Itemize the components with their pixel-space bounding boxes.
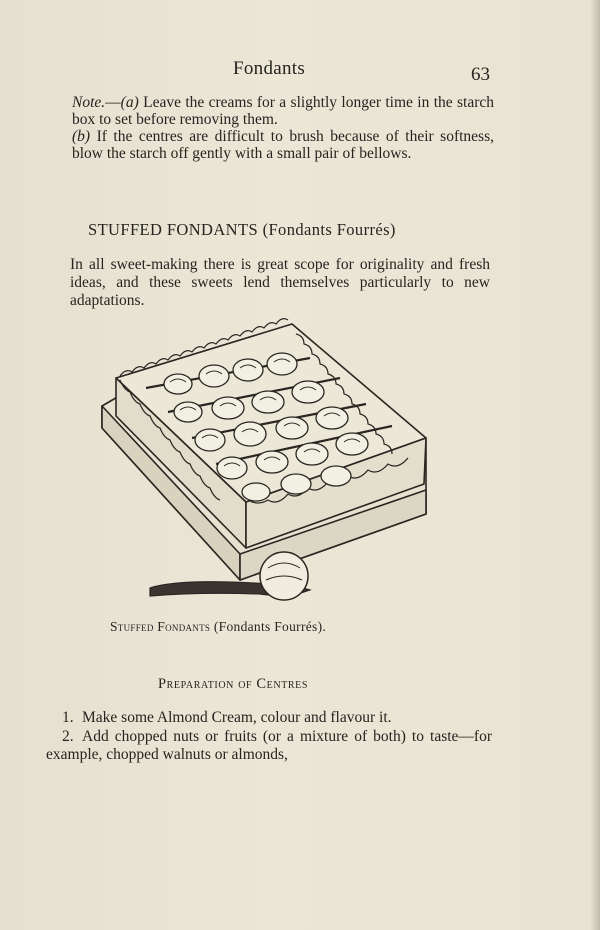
note-item-b: [54, 128, 494, 162]
section-heading: STUFFED FONDANTS (Fondants Fourrés): [88, 220, 396, 239]
preparation-heading: Preparation of Centres: [158, 676, 309, 692]
running-head: Fondants: [233, 58, 306, 79]
figure-caption: [110, 619, 440, 635]
page-edge-shadow: [590, 0, 600, 930]
stuffed-fondants-illustration: [96, 318, 436, 614]
note-item-a: [54, 94, 494, 128]
page-number: 63: [471, 64, 490, 85]
preparation-steps: [46, 709, 492, 765]
note-marker-a: (a): [120, 94, 139, 111]
caption-main: Stuffed Fondants: [110, 619, 211, 634]
step-number: 1.: [62, 709, 74, 726]
step-number: 2.: [62, 727, 74, 745]
note-paragraph: [54, 94, 494, 162]
note-marker-b: (b): [72, 128, 91, 145]
caption-paren: (Fondants Fourrés).: [210, 619, 327, 634]
intro-text: In all sweet-making there is great scope for originality and fresh ideas, and these sweets lend themselves particularly to new adaptations.: [70, 256, 490, 309]
step-item: [46, 709, 492, 728]
note-dash: —: [105, 94, 121, 111]
step-text: Make some Almond Cream, colour and flavour it.: [82, 709, 392, 726]
intro-paragraph: [52, 256, 490, 310]
note-label: Note.: [72, 94, 106, 111]
note-text-b: If the centres are difficult to brush because of their softness, blow the starch off gently with a small pair of bellows.: [72, 128, 494, 162]
step-text: Add chopped nuts or fruits (or a mixture of both) to taste—for example, chopped walnuts or almonds,: [46, 727, 492, 763]
step-item: [46, 728, 492, 765]
note-text-a: Leave the creams for a slightly longer time in the starch box to set before removing them.: [72, 94, 494, 128]
